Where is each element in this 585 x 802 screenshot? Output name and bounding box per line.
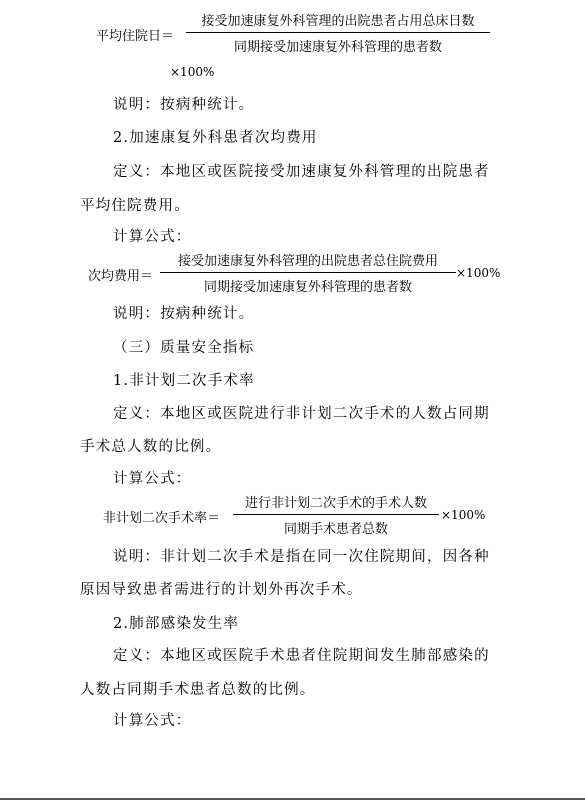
item-2-definition-line-2: 平均住院费用。: [80, 198, 190, 214]
item-3-1-title: 1.非计划二次手术率: [113, 373, 255, 389]
formula-reop-denominator: 同期手术患者总数: [283, 522, 388, 537]
formula-avg-stay-numerator: 接受加速康复外科管理的出院患者占用总床日数: [201, 14, 475, 29]
formula-cost-multiplier: ×100%: [456, 266, 501, 280]
item-2-definition-line-1: 定义：本地区或医院接受加速康复外科管理的出院患者: [113, 164, 490, 180]
formula-avg-stay-denominator: 同期接受加速康复外科管理的患者数: [233, 40, 442, 55]
note-3-line-2: 原因导致患者需进行的计划外再次手术。: [80, 582, 363, 598]
note-1: 说明：按病种统计。: [113, 97, 255, 113]
formula-cost-denominator: 同期接受加速康复外科管理的患者数: [203, 280, 412, 295]
calc-label-3: 计算公式：: [113, 713, 192, 729]
note-2: 说明：按病种统计。: [113, 306, 255, 322]
item-3-1-definition-line-1: 定义：本地区或医院进行非计划二次手术的人数占同期: [113, 406, 490, 422]
formula-reop-fraction: [233, 492, 439, 537]
formula-cost-fraction: [160, 250, 456, 295]
formula-cost-numerator: 接受加速康复外科管理的出院患者总住院费用: [177, 254, 438, 269]
formula-reop-multiplier: ×100%: [441, 508, 486, 522]
note-3-line-1: 说明：非计划二次手术是指在同一次住院期间，因各种: [113, 549, 490, 565]
item-3-2-definition-line-2: 人数占同期手术患者总数的比例。: [80, 682, 316, 698]
formula-avg-stay-label: 平均住院日＝: [96, 29, 175, 44]
formula-reop-label: 非计划二次手术率＝: [103, 511, 221, 526]
section-3-title: （三）质量安全指标: [113, 340, 255, 356]
formula-cost-label: 次均费用＝: [88, 269, 154, 284]
item-2-title: 2.加速康复外科患者次均费用: [113, 130, 318, 146]
calc-label-2: 计算公式：: [113, 471, 192, 487]
item-3-1-definition-line-2: 手术总人数的比例。: [80, 439, 222, 455]
formula-avg-stay-multiplier: ×100%: [170, 65, 215, 79]
page-bottom-border: [0, 798, 585, 800]
formula-reop-numerator: 进行非计划二次手术的手术人数: [244, 496, 427, 511]
calc-label-1: 计算公式：: [113, 229, 192, 245]
item-3-2-definition-line-1: 定义：本地区或医院手术患者住院期间发生肺部感染的: [113, 648, 490, 664]
formula-avg-stay-fraction: [186, 10, 490, 55]
item-3-2-title: 2.肺部感染发生率: [113, 616, 240, 632]
